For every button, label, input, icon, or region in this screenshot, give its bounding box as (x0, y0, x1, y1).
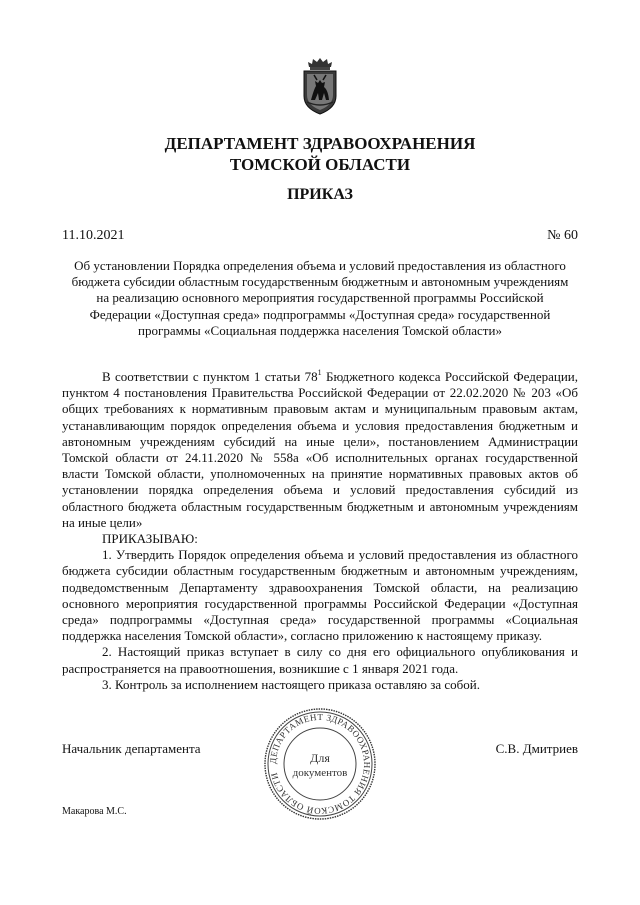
subject-line: программы «Социальная поддержка населения Томской области» (138, 322, 502, 338)
order-subject (62, 258, 578, 339)
department-name-line1: ДЕПАРТАМЕНТ ЗДРАВООХРАНЕНИЯ (164, 134, 476, 153)
preamble-paragraph (62, 369, 578, 531)
document-type-title: ПРИКАЗ (287, 186, 353, 203)
order-body (62, 369, 578, 693)
preamble-rest: Бюджетного кодекса Российской Федерации, пунктом 4 постановления Правительства Российской Федерации от 22.02.2020 № 203 «Об общих требованиях к нормативным правовым актам и муниципальным правовым актам, устанавливающим порядок определения объема и условия предоставления бюджетным и автономным учреждениям субсидий на иные цели», постановлением Администрации Томской области от 24.11.2020 № 558а «Об исполнительных органах государственной власти Томской области, уполномоченных на принятие нормативных правовых актов об установлении порядка определения объема и условий предоставления субсидий из областного бюджета областным государственным бюджетным и автономным учреждениям на иные цели» (62, 369, 578, 530)
article-superscript: 1 (317, 368, 322, 377)
stamp-ring-text: ДЕПАРТАМЕНТ ЗДРАВООХРАНЕНИЯ ТОМСКОЙ ОБЛАСТИ (267, 711, 373, 817)
order-number: № 60 (547, 228, 578, 243)
signatory-name: С.В. Дмитриев (495, 741, 578, 756)
signatory-position: Начальник департамента (62, 741, 201, 756)
executor-name: Макарова М.С. (62, 806, 127, 817)
coat-of-arms-emblem (296, 56, 344, 116)
subject-line: на реализацию основного мероприятия государственной программы Российской (96, 290, 544, 306)
department-name-line2: ТОМСКОЙ ОБЛАСТИ (229, 155, 411, 174)
subject-line: Об установлении Порядка определения объема и условий предоставления из областного (74, 258, 566, 273)
official-stamp (262, 706, 378, 822)
order-item-1: 1. Утвердить Порядок определения объема и условий предоставления из областного бюджета субсидии областным государственным бюджетным и автономным учреждениям, подведомственным Департаменту здравоохранения Томской области, на реализацию основного мероприятия государственной программы Российской Федерации «Доступная среда» подпрограммы «Доступная среда» государственной программы «Социальная поддержка населения Томской области», согласно приложению к настоящему приказу. (62, 547, 578, 644)
stamp-center-line1: Для (310, 751, 330, 765)
preamble-start: В соответствии с пунктом 1 статьи 78 (102, 369, 318, 384)
order-item-2: 2. Настоящий приказ вступает в силу со дня его официального опубликования и распространяется на правоотношения, возникшие с 1 января 2021 года. (62, 644, 578, 676)
stamp-center-line2: документов (292, 767, 348, 779)
subject-line: бюджета субсидии областным государственным бюджетным и автономным учреждениям (71, 274, 569, 290)
order-item-3: 3. Контроль за исполнением настоящего приказа оставляю за собой. (102, 676, 480, 692)
subject-line: Федерации «Доступная среда» подпрограммы «Доступная среда» государственной (89, 306, 551, 322)
prikazyvayu-heading: ПРИКАЗЫВАЮ: (102, 531, 198, 547)
order-date: 11.10.2021 (62, 228, 125, 243)
